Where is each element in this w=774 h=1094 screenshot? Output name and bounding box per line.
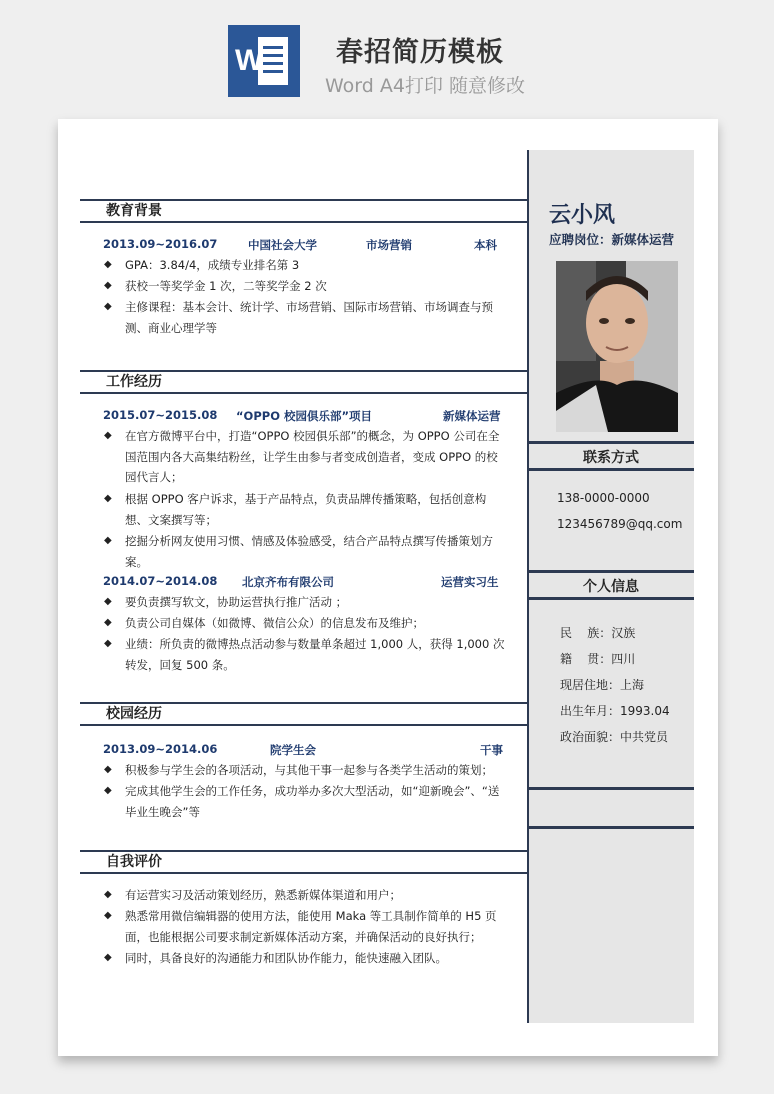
list-item: ◆ 积极参与学生会的各项活动，与其他干事一起参与各类学生活动的策划； bbox=[104, 760, 509, 781]
sidebar-rule bbox=[528, 787, 694, 790]
list-item: ◆ 同时，具备良好的沟通能力和团队协作能力，能快速融入团队。 bbox=[104, 948, 509, 969]
edu-school: 中国社会大学 bbox=[248, 238, 317, 252]
diamond-bullet-icon: ◆ bbox=[104, 596, 112, 607]
section-education-header bbox=[80, 199, 527, 223]
campus-org: 院学生会 bbox=[270, 743, 316, 757]
diamond-bullet-icon: ◆ bbox=[104, 493, 112, 504]
info-section-header bbox=[528, 570, 694, 600]
edu-degree: 本科 bbox=[474, 238, 497, 252]
info-row: 出生年月：1993.04 bbox=[560, 704, 670, 718]
list-item: ◆ 获校一等奖学金 1 次，二等奖学金 2 次 bbox=[104, 276, 509, 297]
diamond-bullet-icon: ◆ bbox=[104, 638, 112, 649]
word-logo-icon: W bbox=[228, 25, 300, 97]
list-item: ◆ 根据 OPPO 客户诉求，基于产品特点，负责品牌传播策略，包括创意构想、文案撰写等； bbox=[104, 489, 509, 530]
diamond-bullet-icon: ◆ bbox=[104, 430, 112, 441]
phone-number: 138-0000-0000 bbox=[557, 491, 650, 505]
diamond-bullet-icon: ◆ bbox=[104, 280, 112, 291]
work-date: 2014.07~2014.08 bbox=[103, 574, 218, 588]
section-campus-header bbox=[80, 702, 527, 726]
diamond-bullet-icon: ◆ bbox=[104, 301, 112, 312]
list-item: ◆ 在官方微博平台中，打造“OPPO 校园俱乐部”的概念，为 OPPO 公司在全国范围内各大高集结粉丝，让学生由参与者变成创造者，变成 OPPO 的校园代言人； bbox=[104, 426, 509, 488]
section-title: 校园经历 bbox=[106, 706, 162, 722]
diamond-bullet-icon: ◆ bbox=[104, 617, 112, 628]
work-org: “OPPO 校园俱乐部”项目 bbox=[236, 409, 373, 423]
list-item: ◆ 主修课程：基本会计、统计学、市场营销、国际市场营销、市场调查与预测、商业心理学等 bbox=[104, 297, 509, 338]
diamond-bullet-icon: ◆ bbox=[104, 764, 112, 775]
section-self-eval-header bbox=[80, 850, 527, 874]
list-item: ◆ 业绩：所负责的微博热点活动参与数量单条超过 1,000 人，获得 1,000 次转发，回复 500 条。 bbox=[104, 634, 509, 675]
diamond-bullet-icon: ◆ bbox=[104, 889, 112, 900]
work-role: 运营实习生 bbox=[441, 575, 499, 589]
diamond-bullet-icon: ◆ bbox=[104, 259, 112, 270]
diamond-bullet-icon: ◆ bbox=[104, 910, 112, 921]
list-item: ◆ GPA：3.84/4，成绩专业排名第 3 bbox=[104, 255, 509, 276]
email-address: 123456789@qq.com bbox=[557, 517, 683, 531]
contact-section-header bbox=[528, 441, 694, 471]
work-org: 北京齐布有限公司 bbox=[242, 575, 334, 589]
section-title: 个人信息 bbox=[583, 579, 639, 595]
section-title: 工作经历 bbox=[106, 374, 162, 390]
section-title: 教育背景 bbox=[106, 203, 162, 219]
sidebar-rule bbox=[528, 826, 694, 829]
section-work-header bbox=[80, 370, 527, 394]
list-item: ◆ 要负责撰写软文，协助运营执行推广活动 ； bbox=[104, 592, 509, 613]
list-item: ◆ 挖掘分析网友使用习惯、情感及体验感受，结合产品特点撰写传播策划方案。 bbox=[104, 531, 509, 572]
candidate-name: 云小风 bbox=[549, 203, 616, 228]
edu-date: 2013.09~2016.07 bbox=[103, 237, 218, 251]
applied-position: 应聘岗位：新媒体运营 bbox=[549, 232, 675, 247]
list-item: ◆ 有运营实习及活动策划经历，熟悉新媒体渠道和用户； bbox=[104, 885, 509, 906]
info-row: 籍 贯：四川 bbox=[560, 652, 636, 666]
work-date: 2015.07~2015.08 bbox=[103, 408, 218, 422]
page-banner bbox=[0, 0, 774, 115]
info-row: 现居住地：上海 bbox=[560, 678, 645, 692]
diamond-bullet-icon: ◆ bbox=[104, 785, 112, 796]
info-row: 民 族：汉族 bbox=[560, 626, 636, 640]
profile-photo bbox=[556, 261, 678, 432]
banner-subtitle: Word A4打印 随意修改 bbox=[325, 75, 526, 97]
campus-role: 干事 bbox=[480, 743, 503, 757]
campus-date: 2013.09~2014.06 bbox=[103, 742, 218, 756]
edu-major: 市场营销 bbox=[366, 238, 412, 252]
diamond-bullet-icon: ◆ bbox=[104, 952, 112, 963]
section-title: 自我评价 bbox=[106, 854, 162, 870]
banner-title: 春招简历模板 bbox=[336, 37, 504, 68]
section-title: 联系方式 bbox=[583, 450, 639, 466]
diamond-bullet-icon: ◆ bbox=[104, 535, 112, 546]
list-item: ◆ 熟悉常用微信编辑器的使用方法，能使用 Maka 等工具制作简单的 H5 页面，也能根据公司要求制定新媒体活动方案，并确保活动的良好执行； bbox=[104, 906, 509, 947]
list-item: ◆ 完成其他学生会的工作任务，成功举办多次大型活动，如“迎新晚会”、“送毕业生晚会”等 bbox=[104, 781, 509, 822]
list-item: ◆ 负责公司自媒体（如微博、微信公众）的信息发布及维护； bbox=[104, 613, 509, 634]
work-role: 新媒体运营 bbox=[443, 409, 501, 423]
info-row: 政治面貌：中共党员 bbox=[560, 730, 669, 744]
resume-page bbox=[58, 119, 718, 1056]
